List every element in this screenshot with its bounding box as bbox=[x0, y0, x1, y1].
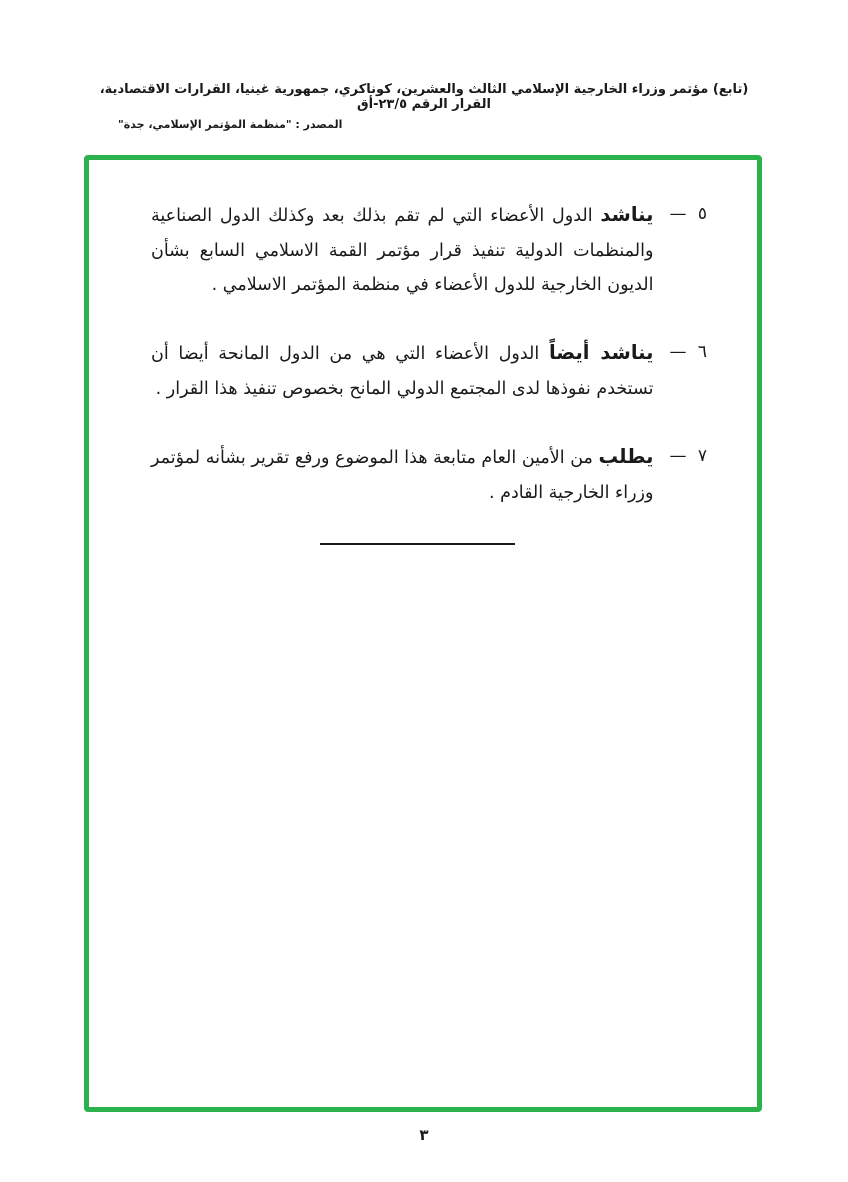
header-source: المصدر : "منظمة المؤتمر الإسلامي، جدة" bbox=[118, 118, 343, 131]
clause-lead: يطلب bbox=[598, 445, 654, 469]
clause-dash: — bbox=[669, 342, 687, 363]
clause-number bbox=[669, 334, 707, 369]
highlight-frame bbox=[84, 155, 762, 1112]
clause-lead: يناشد أيضاً bbox=[548, 341, 654, 365]
page-header bbox=[0, 82, 848, 131]
section-divider bbox=[320, 543, 515, 545]
clause-lead: يناشد bbox=[600, 203, 654, 226]
clause-body: الدول الأعضاء التي لم تقم بذلك بعد وكذلك الدول الصناعية والمنظمات الدولية تنفيذ قرار مؤتمر القمة الاسلامي السابع بشأن الديون الخارجية للدول الأعضاء في منظمة المؤتمر الاسلامي . bbox=[151, 206, 654, 296]
clause-dash: — bbox=[669, 446, 687, 467]
clause-body: الدول الأعضاء التي هي من الدول المانحة أيضا أن تستخدم نفوذها لدى المجتمع الدولي المانح بخصوص تنفيذ هذا القرار . bbox=[151, 344, 654, 400]
page-number: ٣ bbox=[419, 1126, 429, 1144]
clause-number bbox=[669, 196, 707, 231]
clause-item bbox=[151, 334, 707, 406]
clause-number bbox=[669, 438, 707, 473]
resolution-body bbox=[89, 160, 757, 545]
clause-text bbox=[151, 196, 653, 302]
header-citation: (تابع) مؤتمر وزراء الخارجية الإسلامي الثالث والعشرين، كوناكري، جمهورية غينيا، القرارات الاقتصادية، القرار الرقم ٢٣/٥-أق bbox=[99, 82, 749, 112]
clause-item bbox=[151, 438, 707, 510]
clause-text bbox=[151, 334, 653, 406]
clause-body: من الأمين العام متابعة هذا الموضوع ورفع تقرير بشأنه لمؤتمر وزراء الخارجية القادم . bbox=[151, 448, 654, 504]
clause-number-digit: ٦ bbox=[697, 342, 707, 363]
clause-text bbox=[151, 438, 653, 510]
clause-number-digit: ٧ bbox=[697, 446, 707, 467]
clause-dash: — bbox=[669, 204, 687, 224]
clause-item bbox=[151, 196, 707, 302]
clause-number-digit: ٥ bbox=[697, 204, 707, 224]
